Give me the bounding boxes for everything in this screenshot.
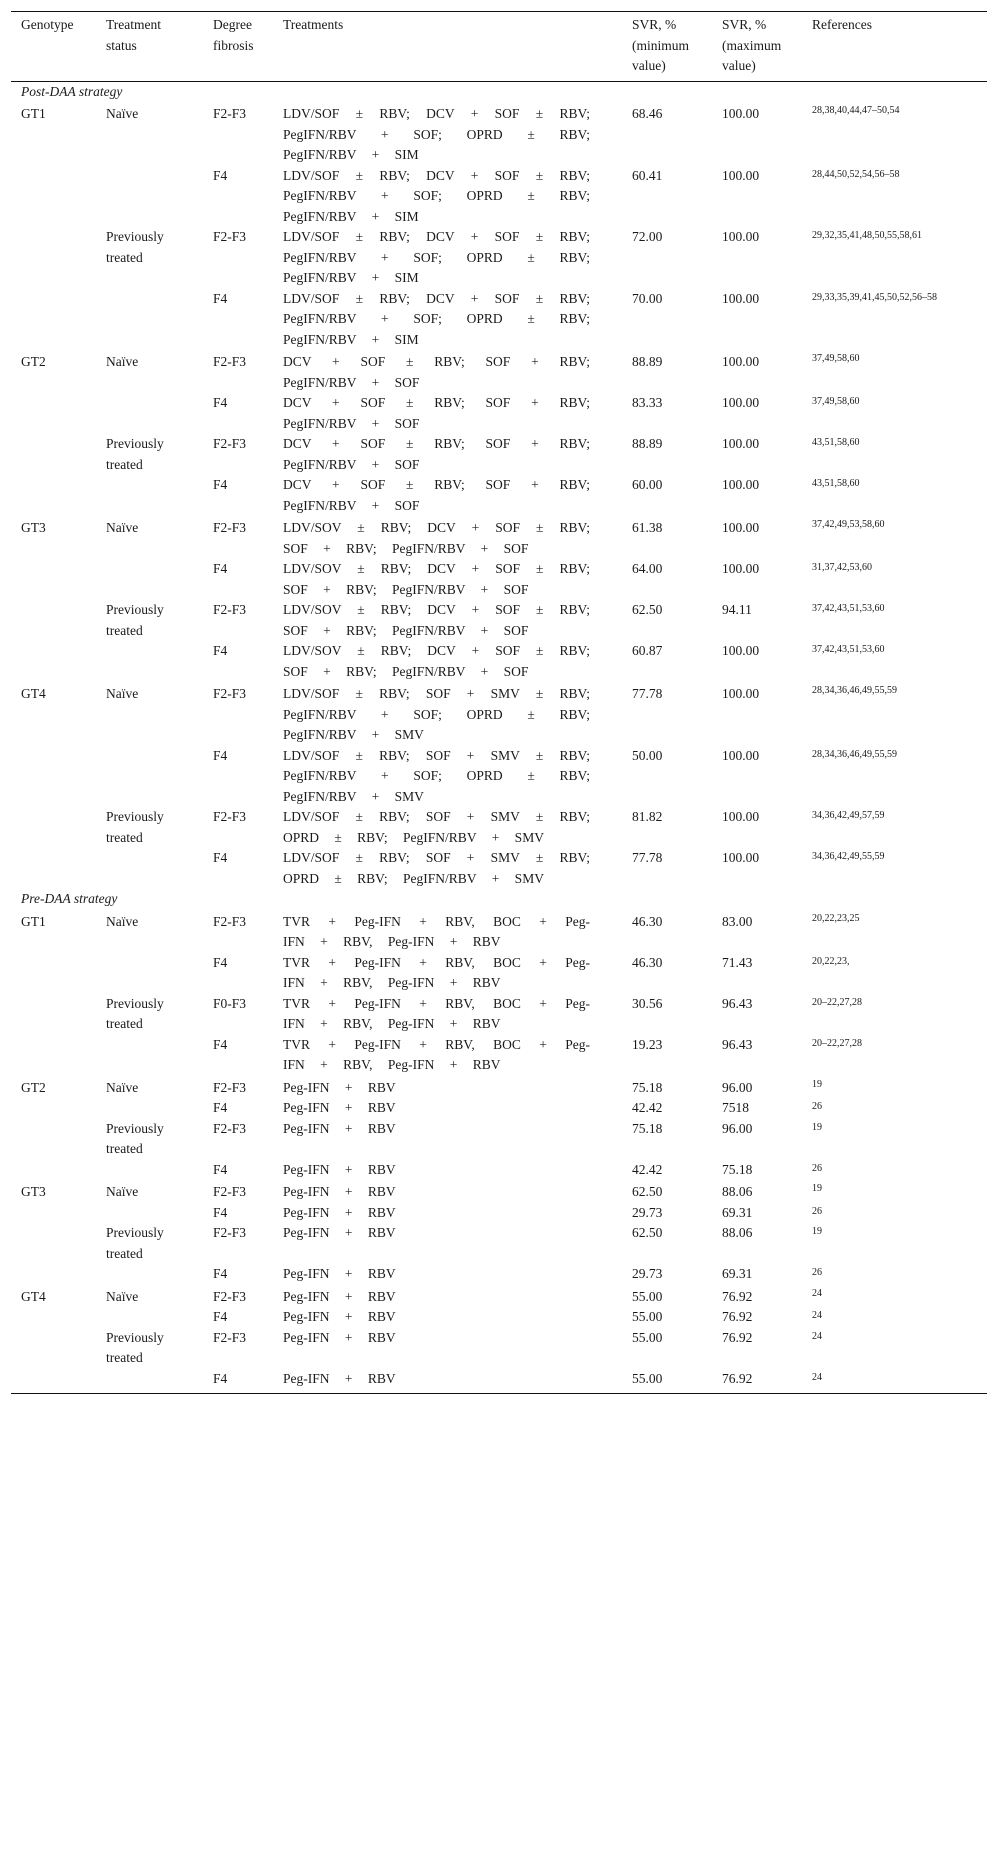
cell-svr-max: 69.31 [722, 1204, 753, 1220]
table-row [11, 1203, 987, 1224]
cell-fibrosis: F4 [213, 747, 228, 763]
cell-genotype [11, 434, 96, 475]
cell-svr-min: 70.00 [632, 290, 663, 306]
cell-genotype [11, 1307, 96, 1328]
cell-svr-min: 62.50 [632, 1184, 663, 1199]
cell-fibrosis: F4 [213, 477, 228, 492]
cell-treatments: Peg-IFN + RBV [283, 1225, 396, 1240]
cell-fibrosis: F4 [213, 1100, 228, 1115]
cell-treatment-status: Previously treated [106, 809, 164, 845]
table-row [11, 1119, 987, 1160]
cell-fibrosis: F2-F3 [213, 106, 247, 121]
cell-treatments: TVR + Peg-IFN + RBV, BOC + Peg-IFN + RBV, Peg-IFN + RBV [283, 1036, 590, 1072]
cell-svr-max: 94.11 [722, 602, 752, 617]
cell-svr-max: 100.00 [722, 809, 760, 824]
cell-references: 20,22,23,25 [812, 912, 860, 924]
cell-treatment-status [96, 475, 203, 516]
cell-treatment-status [96, 1203, 203, 1224]
cell-treatment-status [96, 1264, 203, 1285]
cell-svr-max: 100.00 [722, 229, 760, 244]
cell-fibrosis: F0-F3 [213, 995, 247, 1011]
cell-svr-max: 100.00 [722, 354, 760, 369]
cell-references: 37,42,49,53,58,60 [812, 519, 885, 530]
cell-treatment-status [96, 953, 203, 994]
cell-treatment-status: Previously treated [106, 436, 164, 472]
table-row [11, 641, 987, 682]
header-svr-max: SVR, % (maximum value) [712, 12, 802, 82]
cell-references: 19 [812, 1183, 822, 1194]
cell-references: 19 [812, 1226, 822, 1237]
cell-fibrosis: F2-F3 [213, 1288, 247, 1304]
cell-treatment-status: Naïve [106, 1288, 139, 1304]
cell-treatments: LDV/SOF ± RBV; SOF + SMV ± RBV; OPRD ± RBV; PegIFN/RBV + SMV [283, 850, 590, 886]
cell-references: 34,36,42,49,57,59 [812, 810, 885, 821]
cell-references: 37,49,58,60 [812, 396, 860, 407]
cell-svr-max: 96.00 [722, 1120, 753, 1136]
cell-svr-max: 96.43 [722, 1036, 753, 1052]
cell-treatments: DCV + SOF ± RBV; SOF + RBV; PegIFN/RBV + SOF [283, 354, 590, 390]
cell-svr-max: 69.31 [722, 1266, 753, 1281]
cell-fibrosis: F2-F3 [213, 809, 247, 824]
table-row [11, 1328, 987, 1369]
cell-svr-max: 100.00 [722, 747, 760, 763]
cell-svr-min: 77.78 [632, 850, 663, 865]
table-row [11, 848, 987, 889]
cell-references: 26 [812, 1162, 822, 1174]
cell-svr-max: 76.92 [722, 1309, 753, 1324]
cell-treatments: TVR + Peg-IFN + RBV, BOC + Peg-IFN + RBV, Peg-IFN + RBV [283, 913, 590, 949]
cell-references: 31,37,42,53,60 [812, 562, 872, 573]
cell-svr-min: 60.87 [632, 643, 663, 658]
cell-svr-min: 55.00 [632, 1370, 663, 1386]
cell-treatment-status [96, 746, 203, 808]
cell-genotype [11, 746, 96, 808]
cell-treatment-status: Naïve [106, 354, 139, 369]
cell-genotype [11, 1098, 96, 1119]
cell-references: 28,44,50,52,54,56–58 [812, 168, 900, 180]
cell-treatments: Peg-IFN + RBV [283, 1079, 396, 1095]
cell-references: 26 [812, 1205, 822, 1217]
cell-genotype: GT2 [21, 354, 46, 369]
cell-references: 20–22,27,28 [812, 1037, 862, 1049]
cell-references: 20–22,27,28 [812, 996, 862, 1008]
cell-genotype [11, 1369, 96, 1390]
header-svr-min: SVR, % (minimum value) [622, 12, 712, 82]
table-header [11, 12, 987, 82]
cell-treatments: DCV + SOF ± RBV; SOF + RBV; PegIFN/RBV + SOF [283, 395, 590, 431]
table-row [11, 910, 987, 953]
cell-treatments: LDV/SOV ± RBV; DCV + SOF ± RBV; SOF + RBV; PegIFN/RBV + SOF [283, 643, 590, 679]
cell-fibrosis: F2-F3 [213, 1120, 247, 1136]
cell-genotype [11, 807, 96, 848]
cell-treatments: Peg-IFN + RBV [283, 1184, 396, 1199]
cell-genotype: GT4 [21, 686, 46, 701]
cell-svr-min: 81.82 [632, 809, 663, 824]
cell-fibrosis: F2-F3 [213, 602, 247, 617]
cell-references: 37,42,43,51,53,60 [812, 644, 885, 655]
cell-treatment-status [96, 289, 203, 351]
cell-fibrosis: F4 [213, 1204, 228, 1220]
cell-treatment-status: Naïve [106, 686, 139, 701]
header-treatments: Treatments [273, 12, 622, 82]
cell-references: 26 [812, 1267, 822, 1278]
cell-treatment-status: Previously treated [106, 1120, 164, 1156]
cell-genotype: GT1 [21, 913, 46, 929]
cell-fibrosis: F2-F3 [213, 520, 247, 535]
cell-svr-max: 96.00 [722, 1079, 753, 1095]
cell-fibrosis: F4 [213, 1309, 228, 1324]
cell-fibrosis: F2-F3 [213, 354, 247, 369]
section-heading-row [11, 81, 987, 102]
table-row [11, 166, 987, 228]
cell-references: 24 [812, 1371, 822, 1383]
table-row [11, 746, 987, 808]
cell-genotype [11, 600, 96, 641]
cell-treatment-status: Previously treated [106, 1329, 164, 1365]
table-row [11, 1307, 987, 1328]
cell-treatments: LDV/SOF ± RBV; DCV + SOF ± RBV; PegIFN/RBV + SOF; OPRD ± RBV; PegIFN/RBV + SIM [283, 167, 590, 224]
cell-treatments: LDV/SOF ± RBV; DCV + SOF ± RBV; PegIFN/RBV + SOF; OPRD ± RBV; PegIFN/RBV + SIM [283, 229, 590, 285]
table-row [11, 516, 987, 559]
cell-references: 24 [812, 1287, 822, 1299]
table-body [11, 81, 987, 1389]
cell-svr-min: 29.73 [632, 1204, 663, 1220]
cell-fibrosis: F4 [213, 290, 228, 306]
cell-treatments: LDV/SOF ± RBV; DCV + SOF ± RBV; PegIFN/RBV + SOF; OPRD ± RBV; PegIFN/RBV + SIM [283, 290, 590, 347]
cell-genotype: GT2 [21, 1079, 46, 1095]
cell-genotype [11, 559, 96, 600]
bottom-rule [11, 1393, 987, 1394]
cell-svr-min: 72.00 [632, 229, 663, 244]
cell-svr-max: 75.18 [722, 1161, 753, 1177]
cell-fibrosis: F4 [213, 1161, 228, 1177]
cell-treatment-status: Naïve [106, 520, 139, 535]
table-row [11, 227, 987, 289]
cell-genotype [11, 1035, 96, 1076]
cell-treatments: LDV/SOV ± RBV; DCV + SOF ± RBV; SOF + RBV; PegIFN/RBV + SOF [283, 602, 590, 638]
cell-svr-max: 76.92 [722, 1288, 753, 1304]
cell-treatment-status [96, 1098, 203, 1119]
cell-references: 43,51,58,60 [812, 478, 860, 489]
cell-genotype [11, 994, 96, 1035]
table-row [11, 289, 987, 351]
cell-fibrosis: F4 [213, 1266, 228, 1281]
cell-fibrosis: F2-F3 [213, 1079, 247, 1095]
cell-svr-max: 100.00 [722, 167, 760, 183]
cell-svr-max: 100.00 [722, 850, 760, 865]
cell-treatments: DCV + SOF ± RBV; SOF + RBV; PegIFN/RBV + SOF [283, 477, 590, 513]
header-references: References [802, 12, 987, 82]
cell-genotype [11, 1160, 96, 1181]
section-heading-row [11, 889, 987, 910]
cell-treatments: LDV/SOV ± RBV; DCV + SOF ± RBV; SOF + RBV; PegIFN/RBV + SOF [283, 520, 590, 556]
cell-fibrosis: F2-F3 [213, 1184, 247, 1199]
cell-fibrosis: F4 [213, 395, 228, 410]
table-row [11, 1180, 987, 1203]
section-title: Pre-DAA strategy [21, 891, 118, 906]
cell-svr-min: 60.41 [632, 167, 663, 183]
section-title: Post-DAA strategy [21, 83, 123, 99]
cell-svr-max: 100.00 [722, 436, 760, 451]
cell-treatment-status: Naïve [106, 1184, 139, 1199]
cell-svr-min: 64.00 [632, 561, 663, 576]
cell-svr-min: 75.18 [632, 1079, 663, 1095]
cell-svr-min: 62.50 [632, 1225, 663, 1240]
cell-genotype [11, 166, 96, 228]
cell-treatment-status: Previously treated [106, 995, 164, 1031]
cell-genotype [11, 227, 96, 289]
cell-svr-min: 60.00 [632, 477, 663, 492]
cell-fibrosis: F2-F3 [213, 1329, 247, 1345]
cell-treatment-status: Naïve [106, 106, 139, 121]
cell-fibrosis: F4 [213, 954, 228, 970]
cell-treatments: LDV/SOV ± RBV; DCV + SOF ± RBV; SOF + RBV; PegIFN/RBV + SOF [283, 561, 590, 597]
cell-svr-min: 50.00 [632, 747, 663, 763]
cell-genotype: GT3 [21, 520, 46, 535]
cell-svr-min: 88.89 [632, 436, 663, 451]
cell-genotype [11, 289, 96, 351]
cell-treatments: LDV/SOF ± RBV; SOF + SMV ± RBV; PegIFN/RBV + SOF; OPRD ± RBV; PegIFN/RBV + SMV [283, 747, 590, 804]
cell-fibrosis: F2-F3 [213, 229, 247, 244]
cell-svr-min: 46.30 [632, 913, 663, 929]
table-row [11, 475, 987, 516]
table-row [11, 1035, 987, 1076]
cell-references: 24 [812, 1330, 822, 1342]
cell-genotype [11, 1264, 96, 1285]
table-row [11, 994, 987, 1035]
table-row [11, 1098, 987, 1119]
cell-genotype: GT1 [21, 106, 46, 121]
cell-svr-min: 68.46 [632, 106, 663, 121]
cell-svr-min: 55.00 [632, 1329, 663, 1345]
cell-references: 28,34,36,46,49,55,59 [812, 685, 897, 696]
cell-fibrosis: F2-F3 [213, 436, 247, 451]
cell-genotype [11, 1203, 96, 1224]
cell-svr-max: 100.00 [722, 395, 760, 410]
cell-treatments: Peg-IFN + RBV [283, 1329, 396, 1345]
cell-treatments: Peg-IFN + RBV [283, 1161, 396, 1177]
cell-treatments: Peg-IFN + RBV [283, 1370, 396, 1386]
cell-treatment-status [96, 393, 203, 434]
header-genotype: Genotype [11, 12, 96, 82]
table-row [11, 1223, 987, 1264]
table-row [11, 393, 987, 434]
cell-treatment-status [96, 1307, 203, 1328]
cell-svr-max: 100.00 [722, 106, 760, 121]
cell-svr-max: 76.92 [722, 1329, 753, 1345]
cell-treatments: TVR + Peg-IFN + RBV, BOC + Peg-IFN + RBV, Peg-IFN + RBV [283, 954, 590, 990]
cell-svr-min: 30.56 [632, 995, 663, 1011]
cell-treatment-status [96, 166, 203, 228]
cell-genotype: GT3 [21, 1184, 46, 1199]
cell-svr-min: 55.00 [632, 1309, 663, 1324]
table-row [11, 1285, 987, 1308]
table-row [11, 559, 987, 600]
cell-genotype [11, 475, 96, 516]
cell-fibrosis: F4 [213, 1036, 228, 1052]
cell-treatment-status [96, 1369, 203, 1390]
cell-treatments: LDV/SOF ± RBV; SOF + SMV ± RBV; PegIFN/RBV + SOF; OPRD ± RBV; PegIFN/RBV + SMV [283, 686, 590, 742]
cell-fibrosis: F4 [213, 1370, 228, 1386]
header-treatment-status: Treatment status [96, 12, 203, 82]
header-row [11, 12, 987, 82]
table-row [11, 1076, 987, 1099]
cell-genotype: GT4 [21, 1288, 46, 1304]
table-row [11, 807, 987, 848]
cell-treatments: DCV + SOF ± RBV; SOF + RBV; PegIFN/RBV + SOF [283, 436, 590, 472]
cell-references: 29,32,35,41,48,50,55,58,61 [812, 230, 922, 241]
cell-svr-max: 83.00 [722, 913, 753, 929]
cell-genotype [11, 953, 96, 994]
cell-treatments: LDV/SOF ± RBV; DCV + SOF ± RBV; PegIFN/RBV + SOF; OPRD ± RBV; PegIFN/RBV + SIM [283, 106, 590, 162]
cell-fibrosis: F4 [213, 561, 228, 576]
cell-treatment-status [96, 1035, 203, 1076]
cell-svr-max: 7518 [722, 1100, 749, 1115]
cell-fibrosis: F2-F3 [213, 686, 247, 701]
cell-svr-min: 75.18 [632, 1120, 663, 1136]
cell-svr-max: 100.00 [722, 561, 760, 576]
cell-references: 34,36,42,49,55,59 [812, 851, 885, 862]
table-row [11, 1264, 987, 1285]
cell-treatments: Peg-IFN + RBV [283, 1100, 396, 1115]
cell-svr-max: 88.06 [722, 1225, 753, 1240]
svr-table [11, 11, 987, 1389]
cell-references: 26 [812, 1101, 822, 1112]
cell-treatments: Peg-IFN + RBV [283, 1288, 396, 1304]
table-row [11, 1369, 987, 1390]
cell-svr-max: 88.06 [722, 1184, 753, 1199]
cell-treatment-status [96, 1160, 203, 1181]
cell-treatments: LDV/SOF ± RBV; SOF + SMV ± RBV; OPRD ± RBV; PegIFN/RBV + SMV [283, 809, 590, 845]
cell-treatment-status: Previously treated [106, 602, 164, 638]
cell-fibrosis: F4 [213, 643, 228, 658]
table-row [11, 350, 987, 393]
cell-svr-max: 100.00 [722, 686, 760, 701]
cell-treatments: Peg-IFN + RBV [283, 1120, 396, 1136]
cell-genotype [11, 1328, 96, 1369]
cell-treatment-status [96, 848, 203, 889]
cell-references: 37,49,58,60 [812, 353, 860, 364]
cell-svr-max: 100.00 [722, 520, 760, 535]
table-row [11, 953, 987, 994]
cell-treatments: Peg-IFN + RBV [283, 1204, 396, 1220]
cell-treatment-status [96, 559, 203, 600]
cell-svr-min: 42.42 [632, 1161, 663, 1177]
cell-svr-max: 100.00 [722, 290, 760, 306]
cell-svr-min: 61.38 [632, 520, 663, 535]
cell-references: 28,34,36,46,49,55,59 [812, 748, 897, 760]
cell-treatments: Peg-IFN + RBV [283, 1309, 396, 1324]
cell-treatment-status: Previously treated [106, 1225, 164, 1261]
table-row [11, 1160, 987, 1181]
cell-svr-max: 96.43 [722, 995, 753, 1011]
cell-references: 37,42,43,51,53,60 [812, 603, 885, 614]
header-degree-fibrosis: Degree fibrosis [203, 12, 273, 82]
cell-svr-min: 77.78 [632, 686, 663, 701]
cell-genotype [11, 1223, 96, 1264]
cell-svr-min: 42.42 [632, 1100, 663, 1115]
cell-treatment-status: Naïve [106, 913, 139, 929]
cell-svr-max: 76.92 [722, 1370, 753, 1386]
cell-svr-min: 29.73 [632, 1266, 663, 1281]
cell-fibrosis: F4 [213, 167, 228, 183]
cell-treatments: Peg-IFN + RBV [283, 1266, 396, 1281]
cell-references: 43,51,58,60 [812, 437, 860, 448]
cell-treatment-status [96, 641, 203, 682]
cell-fibrosis: F2-F3 [213, 913, 247, 929]
cell-treatments: TVR + Peg-IFN + RBV, BOC + Peg-IFN + RBV, Peg-IFN + RBV [283, 995, 590, 1031]
cell-svr-min: 83.33 [632, 395, 663, 410]
cell-svr-max: 71.43 [722, 954, 753, 970]
cell-svr-min: 62.50 [632, 602, 663, 617]
cell-fibrosis: F2-F3 [213, 1225, 247, 1240]
cell-svr-min: 55.00 [632, 1288, 663, 1304]
cell-references: 28,38,40,44,47–50,54 [812, 105, 900, 116]
cell-treatment-status: Naïve [106, 1079, 139, 1095]
table-row [11, 682, 987, 746]
cell-svr-min: 19.23 [632, 1036, 663, 1052]
cell-references: 29,33,35,39,41,45,50,52,56–58 [812, 291, 937, 303]
cell-svr-max: 100.00 [722, 643, 760, 658]
cell-svr-min: 46.30 [632, 954, 663, 970]
cell-references: 24 [812, 1310, 822, 1321]
cell-references: 19 [812, 1078, 822, 1090]
cell-genotype [11, 393, 96, 434]
cell-genotype [11, 1119, 96, 1160]
cell-svr-max: 100.00 [722, 477, 760, 492]
cell-fibrosis: F4 [213, 850, 228, 865]
cell-genotype [11, 848, 96, 889]
table-row [11, 434, 987, 475]
table-row [11, 102, 987, 166]
cell-references: 19 [812, 1121, 822, 1133]
cell-treatment-status: Previously treated [106, 229, 164, 265]
cell-genotype [11, 641, 96, 682]
table-row [11, 600, 987, 641]
cell-svr-min: 88.89 [632, 354, 663, 369]
cell-references: 20,22,23, [812, 955, 850, 967]
